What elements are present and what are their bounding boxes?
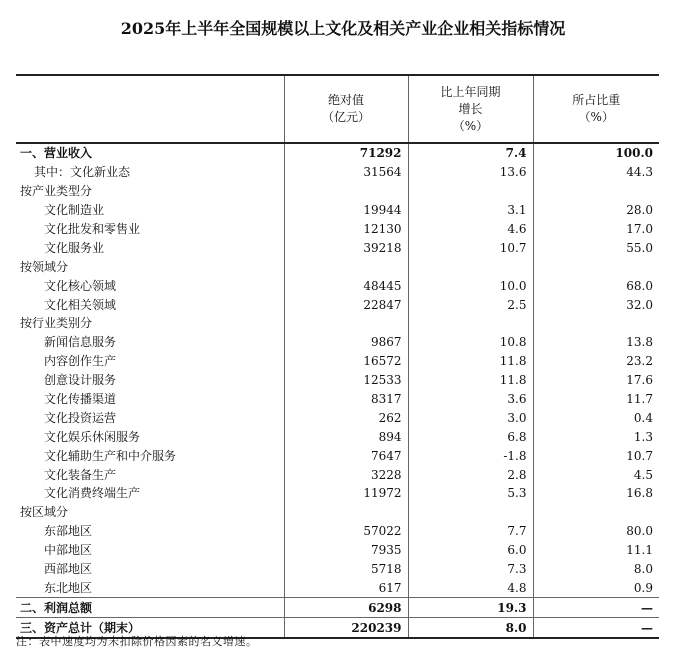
row-share: 16.8 [533, 484, 659, 503]
row-share [533, 257, 659, 276]
row-label: 二、利润总额 [16, 598, 284, 618]
row-label: 文化辅助生产和中介服务 [44, 448, 177, 463]
row-growth: 7.4 [408, 143, 533, 163]
header-absolute-value [284, 75, 408, 143]
row-absolute-value: 16572 [284, 352, 408, 371]
row-absolute-value: 894 [284, 427, 408, 446]
row-absolute-value: 3228 [284, 465, 408, 484]
header-absolute-line2: （亿元） [321, 110, 370, 124]
row-absolute-value [284, 314, 408, 333]
row-label: 东部地区 [44, 524, 93, 539]
row-absolute-value: 5718 [284, 560, 408, 579]
row-growth: 4.6 [408, 220, 533, 239]
row-share: 4.5 [533, 465, 659, 484]
row-absolute-value: 9867 [284, 333, 408, 352]
row-share: — [533, 598, 659, 618]
row-growth: 3.6 [408, 390, 533, 409]
header-growth-line2: 增长 [458, 101, 483, 116]
row-share: 1.3 [533, 427, 659, 446]
table-row [16, 408, 659, 427]
row-absolute-value [284, 503, 408, 522]
row-growth: 10.0 [408, 276, 533, 295]
header-row [16, 75, 659, 143]
row-growth: 5.3 [408, 484, 533, 503]
row-growth [408, 182, 533, 201]
table-row [16, 276, 659, 295]
row-absolute-value: 11972 [284, 484, 408, 503]
row-growth: 2.5 [408, 295, 533, 314]
row-growth: 10.8 [408, 333, 533, 352]
header-growth-line3: （%） [452, 118, 489, 133]
table-row [16, 143, 659, 163]
row-growth: 10.7 [408, 238, 533, 257]
row-absolute-value: 48445 [284, 276, 408, 295]
row-growth: 11.8 [408, 371, 533, 390]
table-row [16, 257, 659, 276]
row-share: 0.9 [533, 578, 659, 597]
header-share-line1: 所占比重 [572, 93, 621, 107]
row-share [533, 314, 659, 333]
row-label: 文化传播渠道 [44, 392, 117, 407]
row-label: 创意设计服务 [44, 373, 117, 388]
row-absolute-value: 19944 [284, 201, 408, 220]
row-label: 文化相关领域 [44, 297, 117, 312]
row-label: 文化核心领域 [44, 278, 117, 293]
table-row [16, 352, 659, 371]
row-label: 文化装备生产 [44, 467, 117, 482]
row-growth: 11.8 [408, 352, 533, 371]
row-label: 新闻信息服务 [44, 335, 117, 350]
table-row [16, 390, 659, 409]
row-share: — [533, 618, 659, 638]
row-growth: 13.6 [408, 163, 533, 182]
row-absolute-value: 22847 [284, 295, 408, 314]
row-share: 23.2 [533, 352, 659, 371]
row-share: 32.0 [533, 295, 659, 314]
row-share: 13.8 [533, 333, 659, 352]
row-absolute-value [284, 257, 408, 276]
table-row [16, 446, 659, 465]
row-absolute-value: 71292 [284, 143, 408, 163]
row-absolute-value: 617 [284, 578, 408, 597]
row-share: 10.7 [533, 446, 659, 465]
row-label: 中部地区 [44, 543, 93, 558]
row-absolute-value: 57022 [284, 522, 408, 541]
row-share: 80.0 [533, 522, 659, 541]
header-growth [408, 75, 533, 143]
row-absolute-value: 39218 [284, 238, 408, 257]
row-label: 按领域分 [20, 259, 69, 274]
row-absolute-value: 12130 [284, 220, 408, 239]
row-absolute-value: 262 [284, 408, 408, 427]
row-share [533, 503, 659, 522]
row-growth: 6.0 [408, 541, 533, 560]
row-share: 17.0 [533, 220, 659, 239]
row-absolute-value [284, 182, 408, 201]
table-row [16, 220, 659, 239]
table-row [16, 201, 659, 220]
row-growth: 8.0 [408, 618, 533, 638]
row-share: 28.0 [533, 201, 659, 220]
table-row [16, 522, 659, 541]
row-label: 按行业类别分 [20, 316, 93, 331]
table-row [16, 295, 659, 314]
row-share: 55.0 [533, 238, 659, 257]
table-row [16, 578, 659, 597]
header-growth-line1: 比上年同期 [440, 84, 501, 99]
header-item [16, 75, 284, 143]
row-label: 一、营业收入 [20, 146, 93, 161]
footnote: 注：表中速度均为未扣除价格因素的名义增速。 [16, 635, 258, 648]
row-label: 文化批发和零售业 [44, 222, 141, 236]
row-growth [408, 503, 533, 522]
table-row [16, 598, 659, 618]
row-absolute-value: 8317 [284, 390, 408, 409]
row-growth: 6.8 [408, 427, 533, 446]
row-growth: 7.3 [408, 560, 533, 579]
row-growth [408, 257, 533, 276]
table-row [16, 541, 659, 560]
row-label: 东北地区 [44, 580, 93, 595]
table-row [16, 371, 659, 390]
row-growth: -1.8 [408, 446, 533, 465]
row-share: 11.7 [533, 390, 659, 409]
row-growth: 4.8 [408, 578, 533, 597]
row-absolute-value: 12533 [284, 371, 408, 390]
row-absolute-value: 220239 [284, 618, 408, 638]
row-label: 文化投资运营 [44, 410, 117, 425]
row-growth: 7.7 [408, 522, 533, 541]
table-row [16, 238, 659, 257]
row-growth: 3.1 [408, 201, 533, 220]
table-row [16, 560, 659, 579]
table-row [16, 314, 659, 333]
row-growth: 3.0 [408, 408, 533, 427]
row-share: 68.0 [533, 276, 659, 295]
row-growth: 19.3 [408, 598, 533, 618]
row-label: 文化娱乐休闲服务 [44, 429, 141, 444]
row-label: 内容创作生产 [44, 354, 117, 369]
row-share: 17.6 [533, 371, 659, 390]
row-share: 100.0 [533, 143, 659, 163]
table-row [16, 503, 659, 522]
table-title: 2025年上半年全国规模以上文化及相关产业企业相关指标情况 [120, 19, 566, 38]
table-row [16, 182, 659, 201]
row-label: 按区域分 [20, 505, 69, 520]
table-row [16, 333, 659, 352]
row-share: 11.1 [533, 541, 659, 560]
table-row [16, 484, 659, 503]
row-share: 44.3 [533, 163, 659, 182]
row-label: 西部地区 [44, 562, 93, 577]
header-share-line2: （%） [578, 110, 614, 124]
row-absolute-value: 31564 [284, 163, 408, 182]
header-share [533, 75, 659, 143]
row-label: 三、资产总计（期末） [16, 618, 284, 638]
row-growth: 2.8 [408, 465, 533, 484]
row-label: 文化消费终端生产 [44, 486, 141, 501]
row-label: 按产业类型分 [20, 184, 93, 199]
row-absolute-value: 6298 [284, 598, 408, 618]
row-absolute-value: 7935 [284, 541, 408, 560]
row-label: 文化制造业 [44, 203, 105, 218]
row-label: 文化服务业 [44, 240, 105, 255]
row-share [533, 182, 659, 201]
row-growth [408, 314, 533, 333]
table-row [16, 427, 659, 446]
row-label: 其中：文化新业态 [34, 165, 131, 180]
row-share: 0.4 [533, 408, 659, 427]
table-row [16, 465, 659, 484]
indicator-table [16, 74, 659, 639]
table-row [16, 163, 659, 182]
header-absolute-line1: 绝对值 [327, 93, 364, 107]
row-share: 8.0 [533, 560, 659, 579]
row-absolute-value: 7647 [284, 446, 408, 465]
